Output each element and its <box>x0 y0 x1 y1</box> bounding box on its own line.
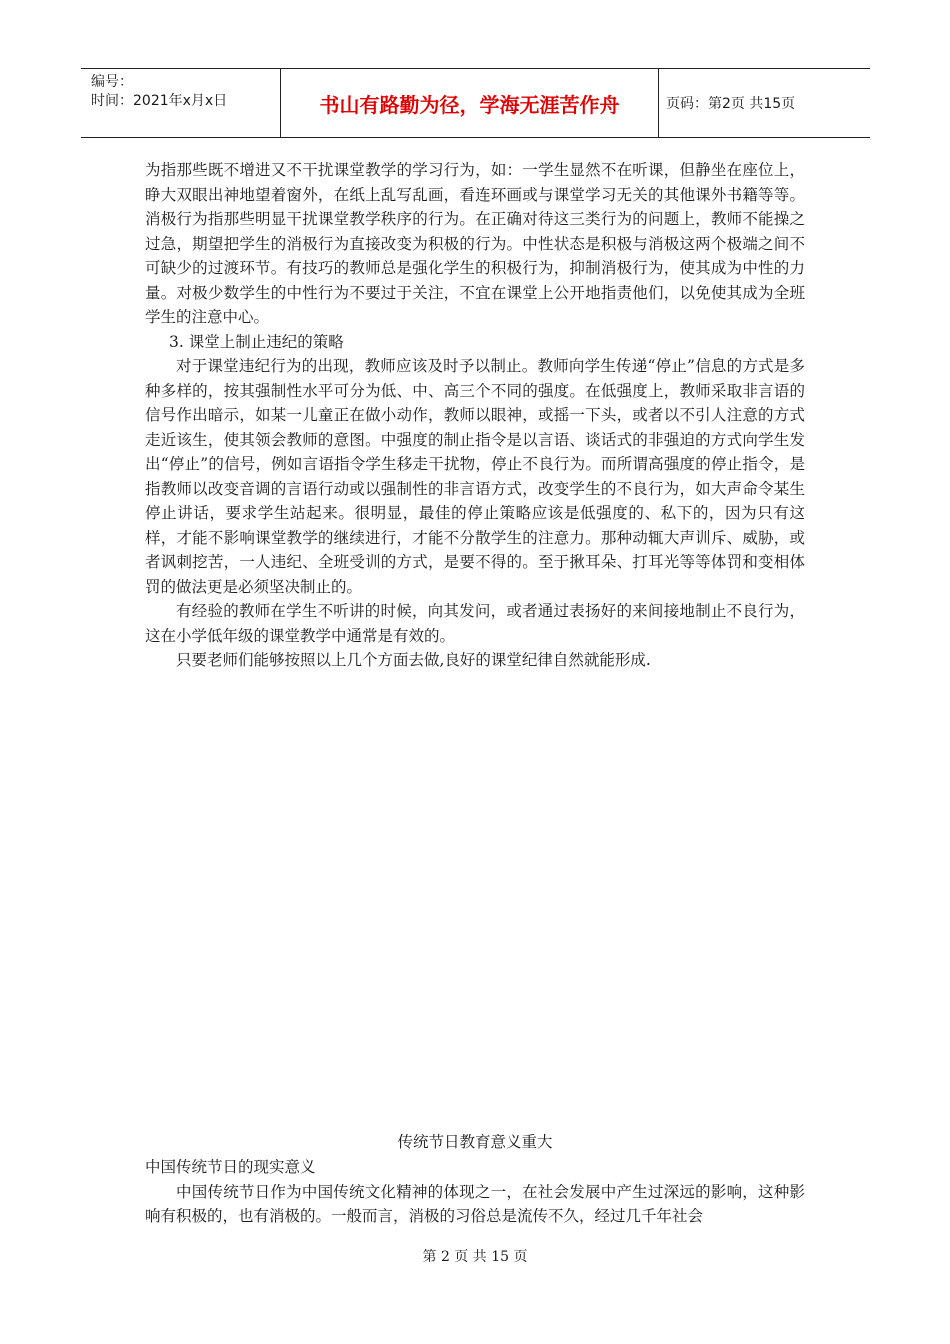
subheading-festival-significance: 中国传统节日的现实意义 <box>145 1158 316 1176</box>
header-motto: 书山有路勤为径，学海无涯苦作舟 <box>281 69 659 137</box>
section-heading-strategy: 3. 课堂上制止违纪的策略 <box>169 332 344 351</box>
section-title: 传统节日教育意义重大 <box>397 1133 553 1151</box>
main-text-block <box>145 158 805 673</box>
serial-number-label: 编号： <box>91 74 133 90</box>
page-header <box>81 68 870 138</box>
date-line: 时间：2021年x月x日 <box>91 93 228 109</box>
paragraph-behavior-types: 为指那些既不增进又不干扰课堂教学的学习行为，如：一学生显然不在听课，但静坐在座位上，睁大双眼出神地望着窗外，在纸上乱写乱画，看连环画或与课堂学习无关的其他课外书籍等等。消极行为指那些明显干扰课堂教学秩序的行为。在正确对待这三类行为的问题上，教师不能操之过急，期望把学生的消极行为直接改变为积极的行为。中性状态是积极与消极这两个极端之间不可缺少的过渡环节。有技巧的教师总是强化学生的积极行为，抑制消极行为，使其成为中性的力量。对极少数学生的中性行为不要过于关注，不宜在课堂上公开地指责他们，以免使其成为全班学生的注意中心。 <box>145 161 805 326</box>
festival-text-block <box>145 1155 805 1229</box>
paragraph-experienced-teachers: 有经验的教师在学生不听讲的时候，向其发问，或者通过表扬好的来间接地制止不良行为，这在小学低年级的课堂教学中通常是有效的。 <box>145 602 805 645</box>
page-footer: 第 2 页 共 15 页 <box>422 1249 528 1265</box>
header-page-info: 页码：第2页 共15页 <box>666 96 796 112</box>
paragraph-conclusion: 只要老师们能够按照以上几个方面去做,良好的课堂纪律自然就能形成. <box>176 651 651 669</box>
paragraph-festival-intro: 中国传统节日作为中国传统文化精神的体现之一，在社会发展中产生过深远的影响，这种影响有积极的，也有消极的。一般而言，消极的习俗总是流传不久，经过几千年社会 <box>145 1182 805 1225</box>
header-meta <box>81 69 281 137</box>
paragraph-stop-strategy: 对于课堂违纪行为的出现，教师应该及时予以制止。教师向学生传递“停止”信息的方式是多种多样的，按其强制性水平可分为低、中、高三个不同的强度。在低强度上，教师采取非言语的信号作出暗示，如某一儿童正在做小动作，教师以眼神，或摇一下头，或者以不引人注意的方式走近该生，使其领会教师的意图。中强度的制止指令是以言语、谈话式的非强迫的方式向学生发出“停止”的信号，例如言语指令学生移走干扰物，停止不良行为。而所谓高强度的停止指令，是指教师以改变音调的言语行动或以强制性的非言语方式，改变学生的不良行为，如大声命令某生停止讲话，要求学生站起来。很明显，最佳的停止策略应该是低强度的、私下的，因为只有这样，才能不影响课堂教学的继续进行，才能不分散学生的注意力。那种动辄大声训斥、威胁，或者讽刺挖苦，一人违纪、全班受训的方式，是要不得的。至于揪耳朵、打耳光等等体罚和变相体罚的做法更是必须坚决制止的。 <box>145 357 805 596</box>
